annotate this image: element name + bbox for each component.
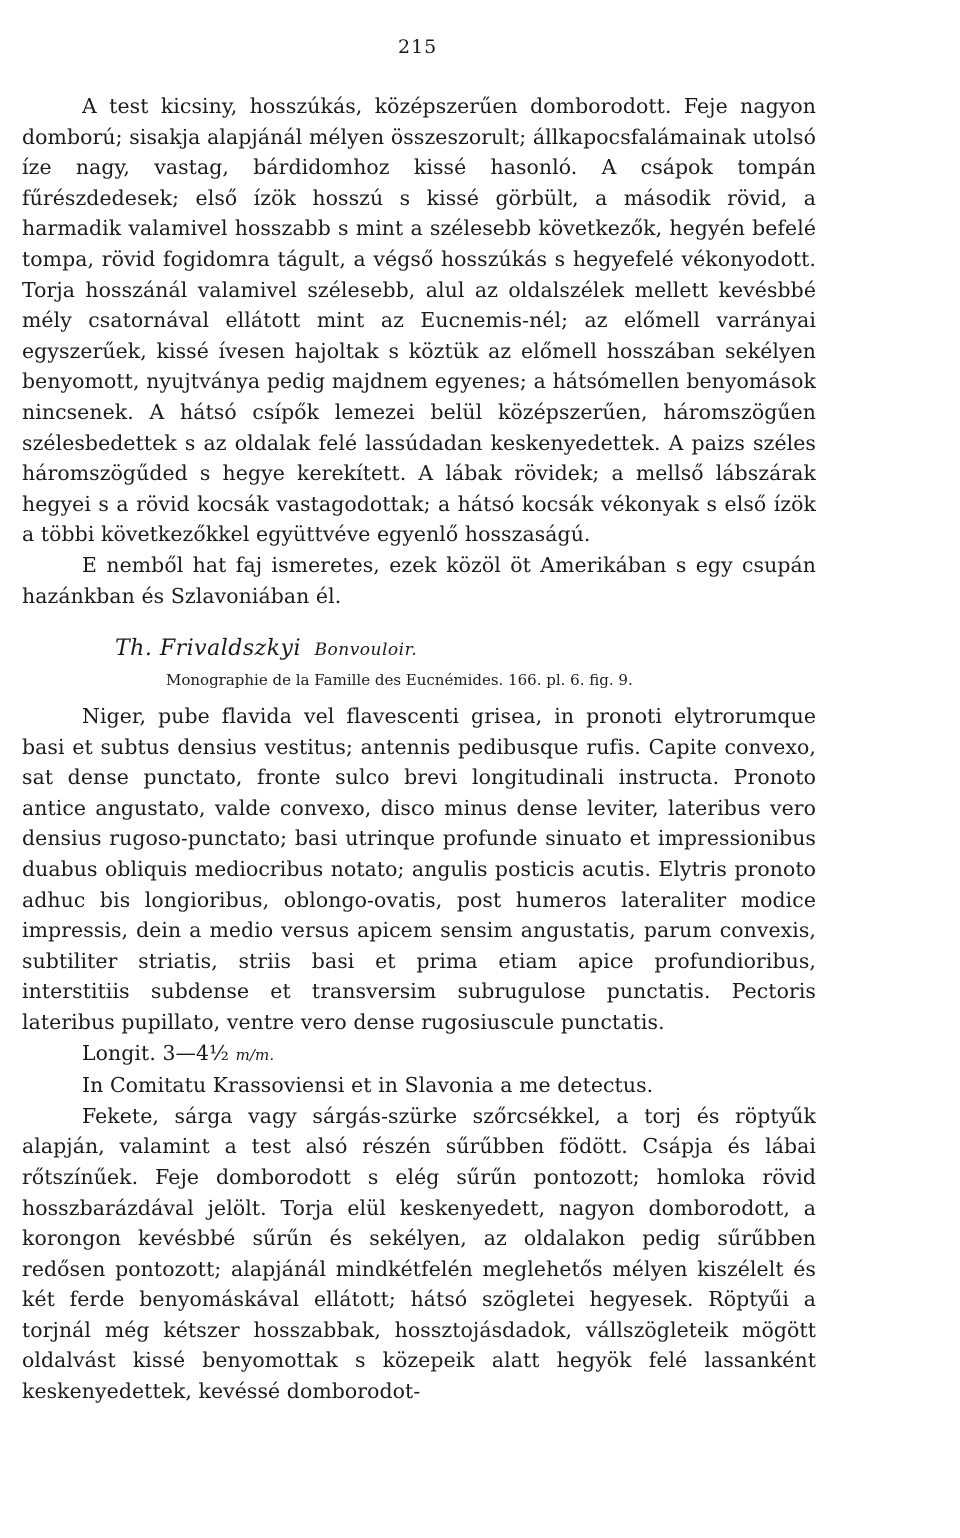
paragraph-genus-characters: A test kicsiny, hosszúkás, középszerűen domborodott. Feje nagyon domború; sisakja alapjánál mélyen összeszorult; állkapocsfalámainak utolsó íze nagy, vastag, bárdidomhoz kissé hasonló. A csápok tompán fűrészdedesek; első ízök hosszú s kissé görbült, a második rövid, a harmadik valamivel hosszabb s mint a szélesebb következők, hegyén befelé tompa, rövid fogidomra tágult, a végső hosszúkás s hegyefelé vékonyodott. Torja hosszánál valamivel szélesebb, alul az oldalszélek mellett kevésbbé mély csatornával ellátott mint az Eucnemis-nél; az előmell varrányai egyszerűek, kissé ívesen hajoltak s köztük az előmell hosszában sekélyen benyomott, nyujtványa pedig majdnem egyenes; a hátsómellen benyomások nincsenek. A hátsó csípők lemezei belül középszerűen, háromszögűen szélesbedettek s az oldalak felé lassúdadan keskenyedettek. A paizs széles háromszögűded s hegye kerekített. A lábak rövidek; a mellső lábszárak hegyei s a rövid kocsák vastagodottak; a hátsó kocsák vékonyak s első ízök a többi következőkkel együttvéve egyenlő hosszaságú.	[22, 94, 816, 547]
latin-description: Niger, pube flavida vel flavescenti grisea, in pronoti elytrorumque basi et subtus densius vestitus; antennis pedibusque rufis. Capite convexo, sat dense punctato, fronte sulco brevi longitudinali instructa. Pronoto antice angustato, valde convexo, disco minus dense leviter, lateribus vero densius rugoso-punctato; basi utrinque profunde sinuato et impressionibus duabus obliquis mediocribus notato; angulis posticis acutis. Elytris pronoto adhuc bis longioribus, oblongo-ovatis, post humeros lateraliter modice impressis, dein a medio versus apicem sensim angustatis, parum convexis, subtiliter striatis, striis basi et prima etiam apice profundioribus, interstitiis subdense et transversim subrugulose punctatis. Pectoris lateribus pupillato, ventre vero dense rugosiuscule punctatis.	[22, 704, 816, 1034]
genus-description	[22, 91, 816, 611]
measurement-label: Longit. 3—4½	[82, 1040, 229, 1065]
locality-line: In Comitatu Krassoviensi et in Slavonia a me detectus.	[82, 1073, 654, 1098]
species-name: Frivaldszkyi	[159, 636, 302, 661]
page-number: 215	[398, 36, 438, 58]
hungarian-description: Fekete, sárga vagy sárgás-szürke szőrcsékkel, a torj és röptyűk alapján, valamint a test alsó részén sűrűbben födött. Csápja és lábai rőtszínűek. Feje domborodott s elég sűrűn pontozott; homloka rövid hosszbarázdával jelölt. Torja elül keskenyedett, nagyon domborodott, a korongon kevésbbé sűrűn és sekélyen, az oldalakon pedig sűrűbben redősen pontozott; alapjánál mindkétfelén meglehetős mélyen kiszélelt és két ferde benyomáskával ellátott; hátsó szögletei hegyesek. Röptyűi a torjnál még kétszer hosszabbak, hossztojásdadok, vállszögleteik mögött oldalvást kissé benyomottak s közepeik alatt hegyök felé lassanként keskenyedettek, kevéssé domborodot-	[22, 1103, 816, 1404]
measurement-unit: m/m.	[235, 1045, 275, 1064]
species-citation: Monographie de la Famille des Eucnémides. 166. pl. 6. fig. 9.	[166, 671, 633, 689]
species-description	[22, 701, 816, 1407]
paragraph-distribution: E nemből hat faj ismeretes, ezek közöl öt Amerikában s egy csupán hazánkban és Szlavoniában él.	[22, 552, 816, 608]
measurement-line	[22, 1038, 816, 1071]
species-author: Bonvouloir.	[314, 640, 418, 660]
species-heading	[115, 636, 417, 661]
genus-abbrev: Th.	[115, 636, 153, 661]
